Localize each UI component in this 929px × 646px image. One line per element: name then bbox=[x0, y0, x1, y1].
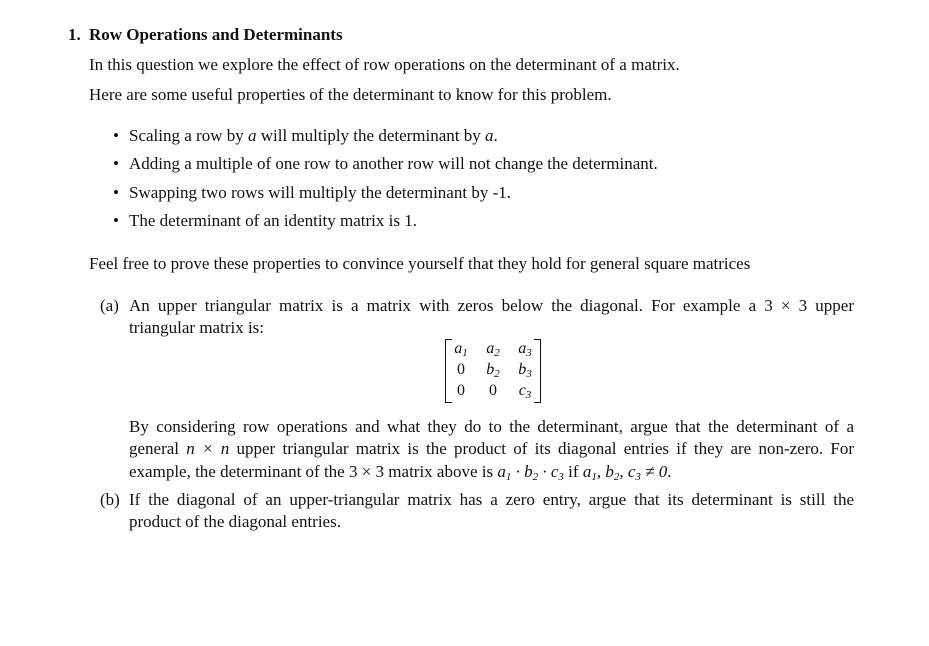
matrix-cell-0: 0 bbox=[457, 382, 465, 399]
part-b-line-2: product of the diagonal entries. bbox=[129, 512, 341, 531]
matrix-cell-0: 0 bbox=[457, 361, 465, 378]
property-item-4: The determinant of an identity matrix is 1. bbox=[129, 211, 417, 230]
bullet-marker: • bbox=[113, 154, 119, 173]
part-a-paragraph-line-1: By considering row operations and what they do to the determinant, argue that the determinant of a bbox=[129, 417, 854, 436]
part-a-label: (a) bbox=[100, 296, 119, 315]
part-a-paragraph-line-2: general n × n upper triangular matrix is the product of its diagonal entries if they are non-zero. For bbox=[129, 439, 854, 458]
bullet-marker: • bbox=[113, 183, 119, 202]
part-a-paragraph-line-3: example, the determinant of the 3 × 3 matrix above is $a_1 \cdot b_2 \cdot c_3$ if $a_1$, $b_2$, $c_3 \ne 0$. bbox=[129, 462, 672, 483]
property-item-1: Scaling a row by a will multiply the determinant by a. bbox=[129, 126, 498, 145]
product-expression: $a_1 \cdot b_2 \cdot c_3$ bbox=[497, 462, 564, 483]
part-a-line-2: triangular matrix is: bbox=[129, 318, 265, 337]
section-number: 1. bbox=[68, 25, 81, 44]
nonzero-condition: $a_1$, $b_2$, $c_3 \ne 0$ bbox=[582, 462, 668, 483]
part-b-label: (b) bbox=[100, 490, 120, 509]
matrix-cell-a2: $a_2$ bbox=[486, 340, 500, 359]
bullet-marker: • bbox=[113, 126, 119, 145]
property-item-2: Adding a multiple of one row to another row will not change the determinant. bbox=[129, 154, 658, 173]
matrix-cell-b3: $b_3$ bbox=[518, 361, 532, 380]
property-item-3: Swapping two rows will multiply the determinant by -1. bbox=[129, 183, 511, 202]
matrix-cell-a3: $a_3$ bbox=[518, 340, 532, 359]
intro-paragraph-2: Here are some useful properties of the determinant to know for this problem. bbox=[89, 85, 612, 104]
matrix-cell-b2: $b_2$ bbox=[486, 361, 500, 380]
matrix-cell-0: 0 bbox=[489, 382, 497, 399]
intro-paragraph-1: In this question we explore the effect of row operations on the determinant of a matrix. bbox=[89, 55, 680, 74]
matrix-cell-c3: $c_3$ bbox=[518, 382, 532, 401]
section-title: Row Operations and Determinants bbox=[89, 25, 343, 44]
part-a-line-1: An upper triangular matrix is a matrix with zeros below the diagonal. For example a 3 × 3 upper bbox=[129, 296, 854, 315]
closing-paragraph: Feel free to prove these properties to convince yourself that they hold for general square matrices bbox=[89, 254, 751, 273]
bullet-marker: • bbox=[113, 211, 119, 230]
matrix-cell-a1: $a_1$ bbox=[454, 340, 468, 359]
part-b-line-1: If the diagonal of an upper-triangular matrix has a zero entry, argue that its determinant is still the bbox=[129, 490, 854, 509]
upper-triangular-matrix bbox=[443, 337, 543, 403]
